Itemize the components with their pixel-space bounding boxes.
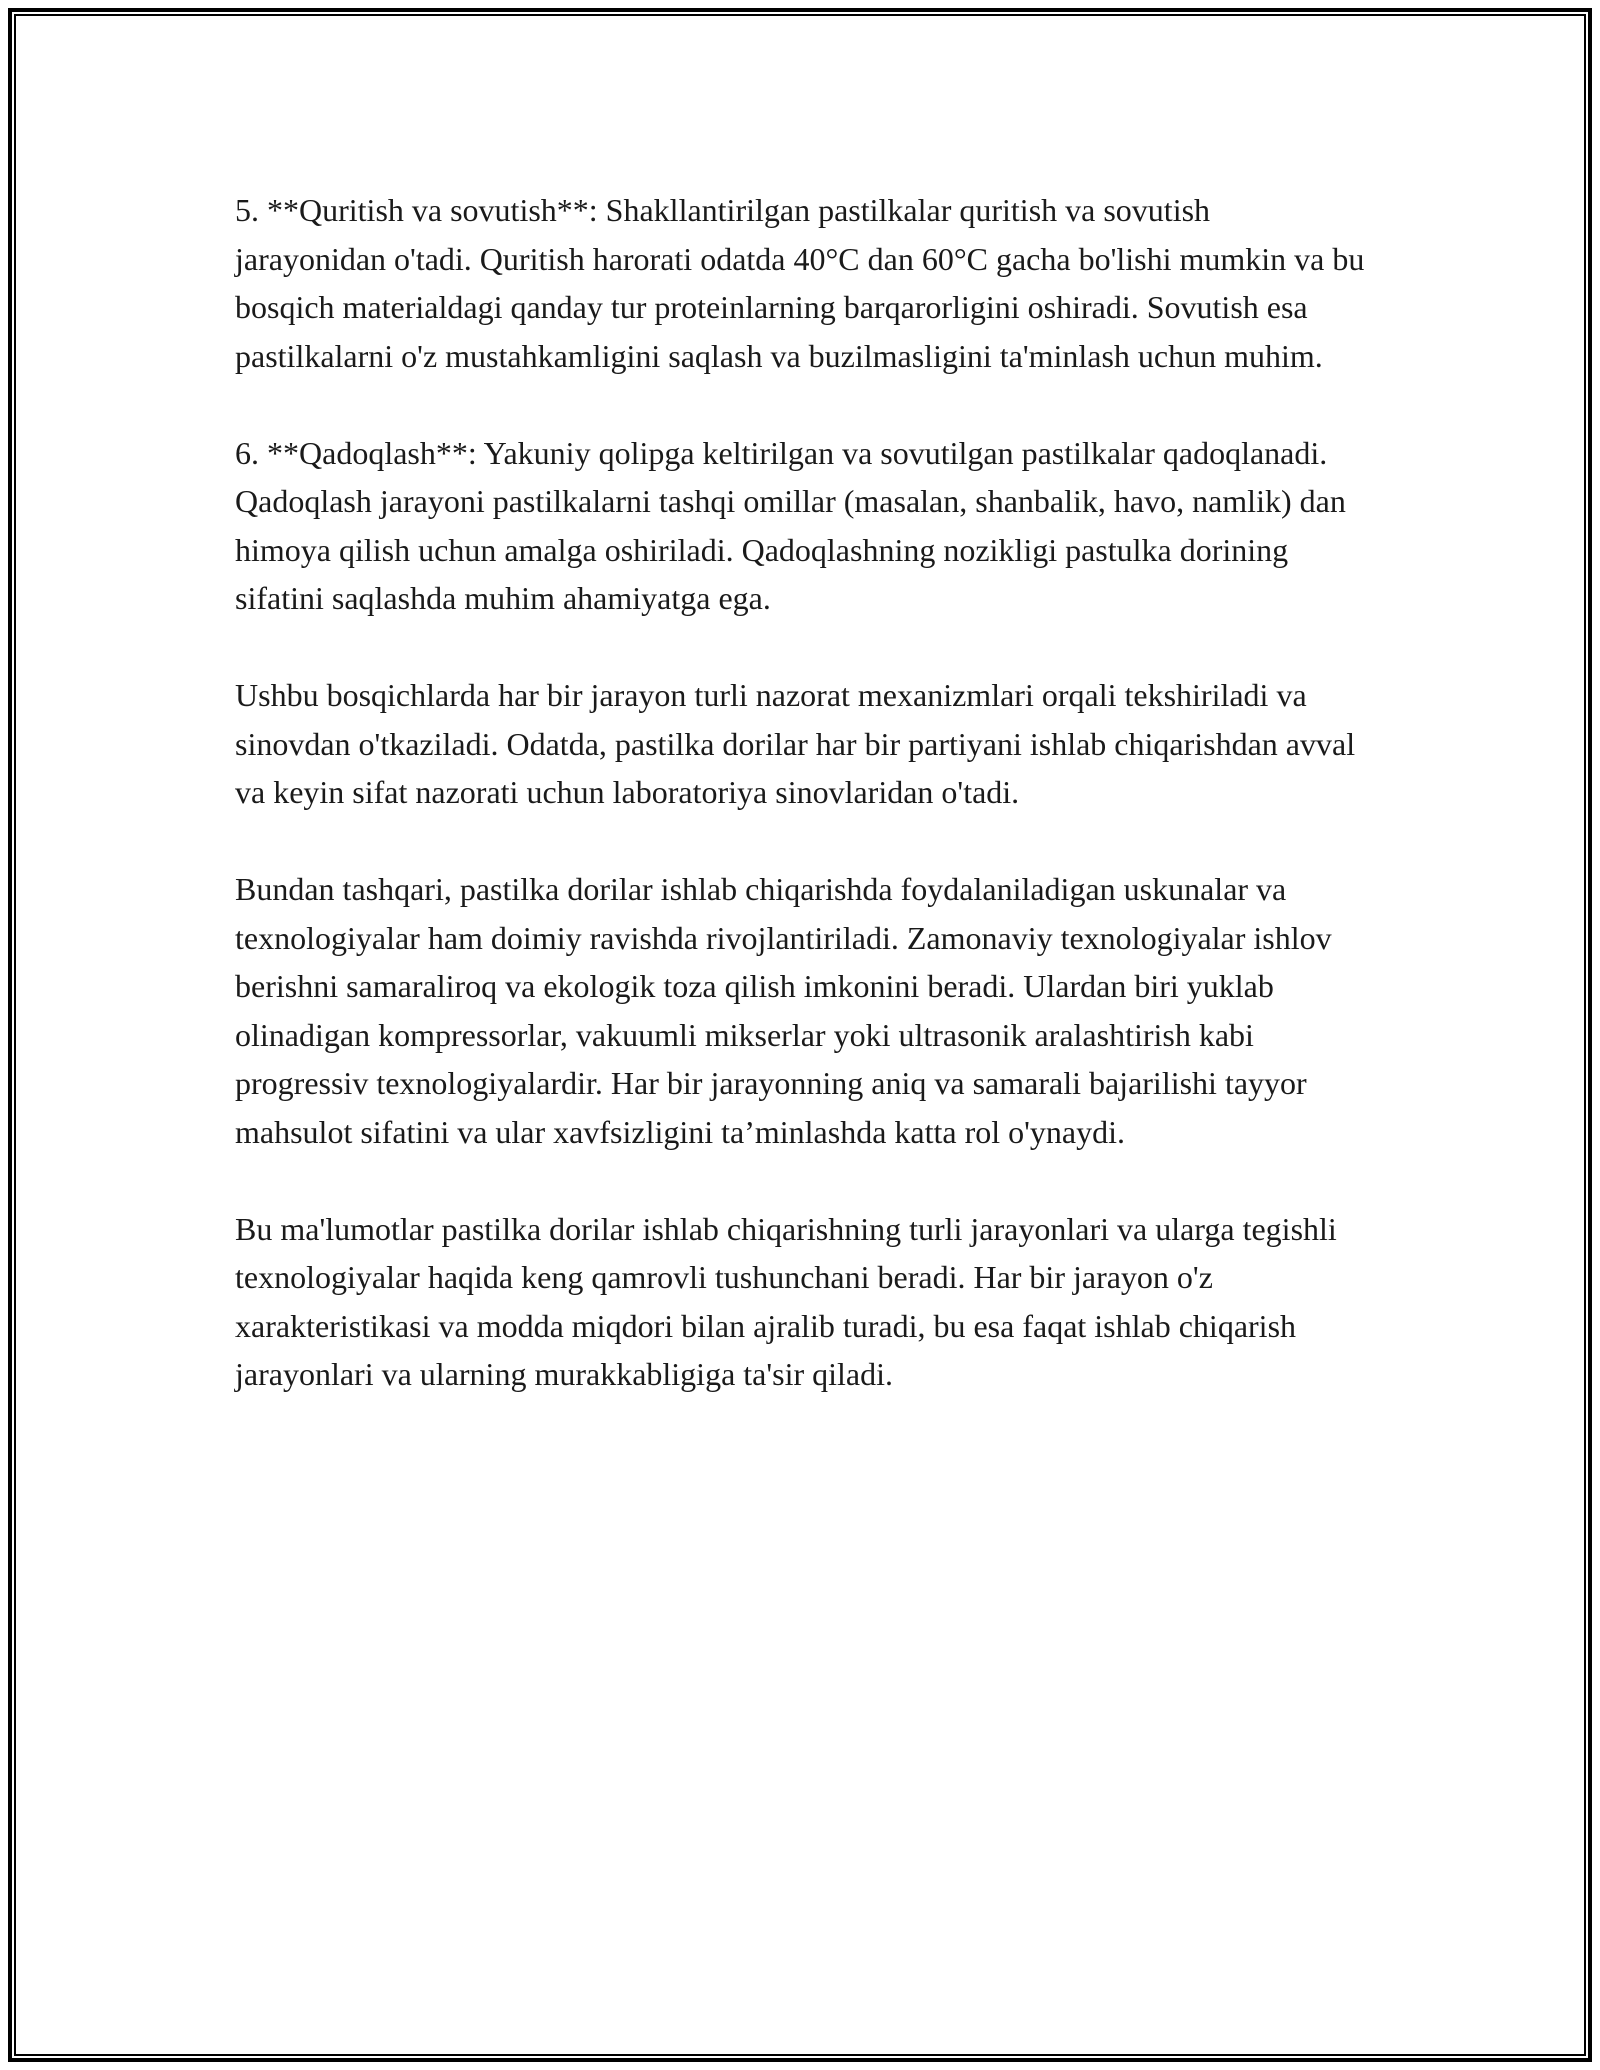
paragraph-drying-cooling: 5. **Quritish va sovutish**: Shakllantirilgan pastilkalar quritish va sovutish jarayonidan o'tadi. Quritish harorati odatda 40°C dan 60°C gacha bo'lishi mumkin va bu bosqich materialdagi qanday tur proteinlarning barqarorligini oshiradi. Sovutish esa pastilkalarni o'z mustahkamligini saqlash va buzilmasligini ta'minlash uchun muhim.: [235, 192, 1365, 374]
paragraph-quality-control: Ushbu bosqichlarda har bir jarayon turli nazorat mexanizmlari orqali tekshiriladi va sinovdan o'tkaziladi. Odatda, pastilka dorilar har bir partiyani ishlab chiqarishdan avval va keyin sifat nazorati uchun laboratoriya sinovlaridan o'tadi.: [235, 677, 1356, 810]
paragraph-equipment-technologies: Bundan tashqari, pastilka dorilar ishlab chiqarishda foydalaniladigan uskunalar va texnologiyalar ham doimiy ravishda rivojlantiriladi. Zamonaviy texnologiyalar ishlov berishni samaraliroq va ekologik toza qilish imkonini beradi. Ulardan biri yuklab olinadigan kompressorlar, vakuumli mikserlar yoki ultrasonik aralashtirish kabi progressiv texnologiyalardir. Har bir jarayonning aniq va samarali bajarilishi tayyor mahsulot sifatini va ular xavfsizligini ta’minlashda katta rol o'ynaydi.: [235, 871, 1332, 1150]
paragraph-summary: Bu ma'lumotlar pastilka dorilar ishlab chiqarishning turli jarayonlari va ularga tegishli texnologiyalar haqida keng qamrovli tushunchani beradi. Har bir jarayon o'z xarakteristikasi va modda miqdori bilan ajralib turadi, bu esa faqat ishlab chiqarish jarayonlari va ularning murakkabligiga ta'sir qiladi.: [235, 1210, 1337, 1392]
paragraph-packaging: 6. **Qadoqlash**: Yakuniy qolipga keltirilgan va sovutilgan pastilkalar qadoqlanadi. Qadoqlash jarayoni pastilkalarni tashqi omillar (masalan, shanbalik, havo, namlik) dan himoya qilish uchun amalga oshiriladi. Qadoqlashning nozikligi pastulka dorining sifatini saqlashda muhim ahamiyatga ega.: [235, 434, 1346, 616]
document-body: [235, 186, 1365, 1447]
